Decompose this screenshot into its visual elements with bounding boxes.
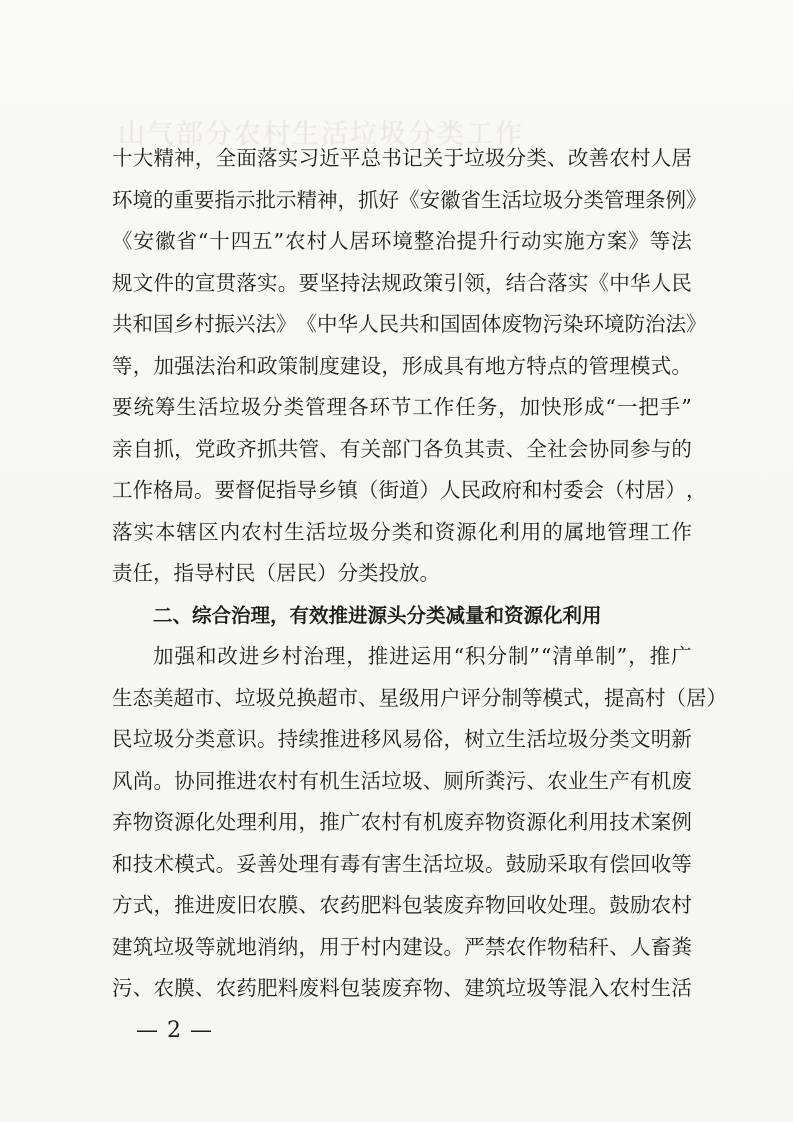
text-line: 责任，指导村民（居民）分类投放。 <box>112 561 440 585</box>
body-text <box>112 138 727 1010</box>
text-line: 弃 物 资 源 化 处 理 利 用 ， 推 广 农 村 有 机 废 弃 物 资 源 化 利 用 技 术 案 例 <box>112 810 692 834</box>
text-line: 民 垃 圾 分 类 意 识 。 持 续 推 进 移 风 易 俗 ， 树 立 生 活 垃 圾 分 类 文 明 新 <box>112 727 692 751</box>
text-line: 生 态 美 超 市 、 垃 圾 兑 换 超 市 、 星 级 用 户 评 分 制 等 模 式 ， 提 高 村 （ 居 ） <box>112 685 727 710</box>
text-line: 要 统 筹 生 活 垃 圾 分 类 管 理 各 环 节 工 作 任 务 ， 加 快 形 成 “ 一 把 手 ” <box>112 395 692 419</box>
text-line: 十 大 精 神 ， 全 面 落 实 习 近 平 总 书 记 关 于 垃 圾 分 类 、 改 善 农 村 人 居 <box>112 146 692 170</box>
text-line: 工 作 格 局 。 要 督 促 指 导 乡 镇 （ 街 道 ） 人 民 政 府 和 村 委 会 （ 村 居 ） ， <box>112 478 707 502</box>
page-number: — 2 — <box>136 1018 213 1043</box>
text-line: 规 文 件 的 宣 贯 落 实 。 要 坚 持 法 规 政 策 引 领 ， 结 合 落 实 《 中 华 人 民 <box>112 270 692 295</box>
section-heading: 二、综合治理，有效推进源头分类减量和资源化利用 <box>153 603 602 627</box>
bleed-through-text: 山气部分农村生活垃圾分类工作 <box>118 119 524 150</box>
text-line: 《 安 徽 省 “ 十 四 五 ” 农 村 人 居 环 境 整 治 提 升 行 动 实 施 方 案 》 等 法 <box>112 229 692 253</box>
text-line: 建 筑 垃 圾 等 就 地 消 纳 ， 用 于 村 内 建 设 。 严 禁 农 作 物 秸 秆 、 人 畜 粪 <box>112 934 692 959</box>
text-line: 污 、 农 膜 、 农 药 肥 料 废 料 包 装 废 弃 物 、 建 筑 垃 圾 等 混 入 农 村 生 活 <box>112 976 692 1000</box>
text-line: 落 实 本 辖 区 内 农 村 生 活 垃 圾 分 类 和 资 源 化 利 用 的 属 地 管 理 工 作 <box>112 519 692 544</box>
text-line: 和 技 术 模 式 。 妥 善 处 理 有 毒 有 害 生 活 垃 圾 。 鼓 励 采 取 有 偿 回 收 等 <box>112 851 692 876</box>
text-line: 方 式 ， 推 进 废 旧 农 膜 、 农 药 肥 料 包 装 废 弃 物 回 收 处 理 。 鼓 励 农 村 <box>112 893 692 917</box>
text-line: 共 和 国 乡 村 振 兴 法 》 《 中 华 人 民 共 和 国 固 体 废 物 污 染 环 境 防 治 法 》 <box>112 312 707 336</box>
text-line: 亲 自 抓 ， 党 政 齐 抓 共 管 、 有 关 部 门 各 负 其 责 、 全 社 会 协 同 参 与 的 <box>112 436 692 461</box>
text-line: 加 强 和 改 进 乡 村 治 理 ， 推 进 运 用 “ 积 分 制 ” “ 清 单 制 ” ， 推 广 <box>153 644 692 668</box>
text-line: 环 境 的 重 要 指 示 批 示 精 神 ， 抓 好 《 安 徽 省 生 活 垃 圾 分 类 管 理 条 例 》 <box>112 187 707 212</box>
text-line: 等 ， 加 强 法 治 和 政 策 制 度 建 设 ， 形 成 具 有 地 方 特 点 的 管 理 模 式 。 <box>112 353 692 378</box>
text-line: 风 尚 。 协 同 推 进 农 村 有 机 生 活 垃 圾 、 厕 所 粪 污 、 农 业 生 产 有 机 废 <box>112 768 692 793</box>
